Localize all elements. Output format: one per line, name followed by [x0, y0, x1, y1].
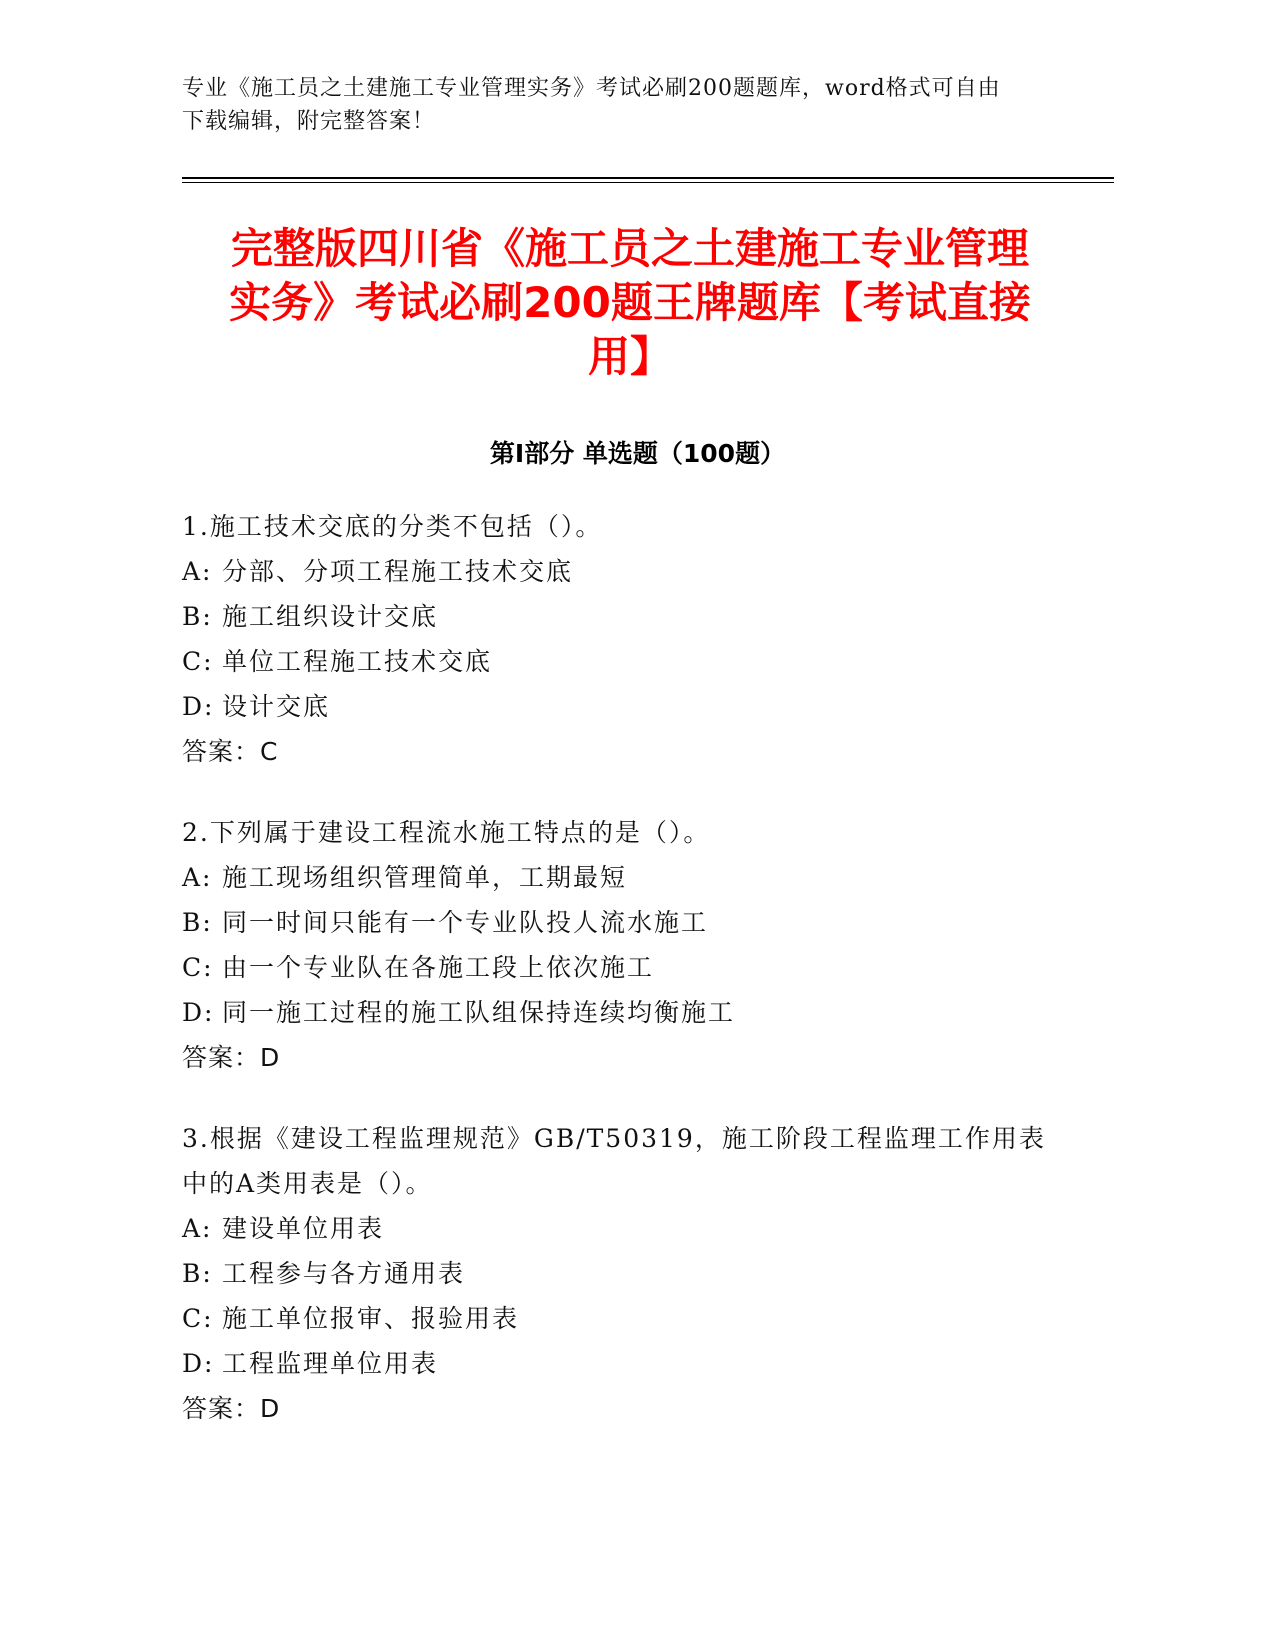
option-text: 分部、分项工程施工技术交底 — [222, 557, 574, 586]
option-key: C: — [182, 1304, 214, 1333]
answer: 答案：D — [182, 1394, 281, 1423]
question-stem-continued: 中的A类用表是（）。 — [182, 1169, 433, 1198]
header-divider-thick — [182, 177, 1114, 179]
option-key: D: — [182, 1349, 215, 1378]
option-c — [182, 639, 1082, 684]
option-a — [182, 855, 1082, 900]
option-key: B: — [182, 602, 213, 631]
option-b — [182, 1251, 1082, 1296]
option-a — [182, 1206, 1082, 1251]
option-key: D: — [182, 692, 215, 721]
option-key: B: — [182, 1259, 213, 1288]
option-b — [182, 594, 1082, 639]
document-title-line-1: 完整版四川省《施工员之土建施工专业管理 — [230, 224, 1029, 273]
question-3 — [182, 1116, 1082, 1431]
option-c — [182, 1296, 1082, 1341]
option-key: A: — [182, 1214, 213, 1243]
option-text: 建设单位用表 — [222, 1214, 385, 1243]
option-key: C: — [182, 953, 214, 982]
option-text: 工程参与各方通用表 — [222, 1259, 466, 1288]
option-d — [182, 990, 1082, 1035]
option-a — [182, 549, 1082, 594]
question-stem: 2.下列属于建设工程流水施工特点的是（）。 — [182, 818, 711, 847]
option-key: C: — [182, 647, 214, 676]
option-text: 单位工程施工技术交底 — [222, 647, 493, 676]
question-stem: 1.施工技术交底的分类不包括（）。 — [182, 512, 603, 541]
option-key: D: — [182, 998, 215, 1027]
question-stem: 3.根据《建设工程监理规范》GB/T50319，施工阶段工程监理工作用表 — [182, 1124, 1046, 1153]
option-text: 设计交底 — [222, 692, 331, 721]
option-text: 由一个专业队在各施工段上依次施工 — [222, 953, 655, 982]
question-1 — [182, 504, 1082, 774]
option-key: B: — [182, 908, 213, 937]
option-d — [182, 684, 1082, 729]
option-text: 施工现场组织管理简单，工期最短 — [222, 863, 628, 892]
option-key: A: — [182, 863, 213, 892]
option-text: 施工单位报审、报验用表 — [222, 1304, 520, 1333]
option-text: 工程监理单位用表 — [222, 1349, 439, 1378]
header-note-line-1: 专业《施工员之土建施工专业管理实务》考试必刷200题题库，word格式可自由 — [182, 76, 1001, 101]
option-text: 同一施工过程的施工队组保持连续均衡施工 — [222, 998, 736, 1027]
option-text: 施工组织设计交底 — [222, 602, 439, 631]
option-c — [182, 945, 1082, 990]
document-title-line-3: 用】 — [587, 332, 672, 381]
header-divider-thin — [182, 182, 1114, 183]
answer: 答案：D — [182, 1043, 281, 1072]
header-note — [182, 72, 1062, 138]
option-b — [182, 900, 1082, 945]
document-title-line-2: 实务》考试必刷200题王牌题库【考试直接 — [229, 278, 1031, 327]
document-title — [190, 222, 1070, 384]
option-key: A: — [182, 557, 213, 586]
option-d — [182, 1341, 1082, 1386]
header-note-line-2: 下载编辑，附完整答案！ — [182, 109, 436, 134]
option-text: 同一时间只能有一个专业队投人流水施工 — [222, 908, 709, 937]
question-2 — [182, 810, 1082, 1080]
section-title: 第Ⅰ部分 单选题（100题） — [489, 439, 786, 468]
answer: 答案：C — [182, 737, 279, 766]
